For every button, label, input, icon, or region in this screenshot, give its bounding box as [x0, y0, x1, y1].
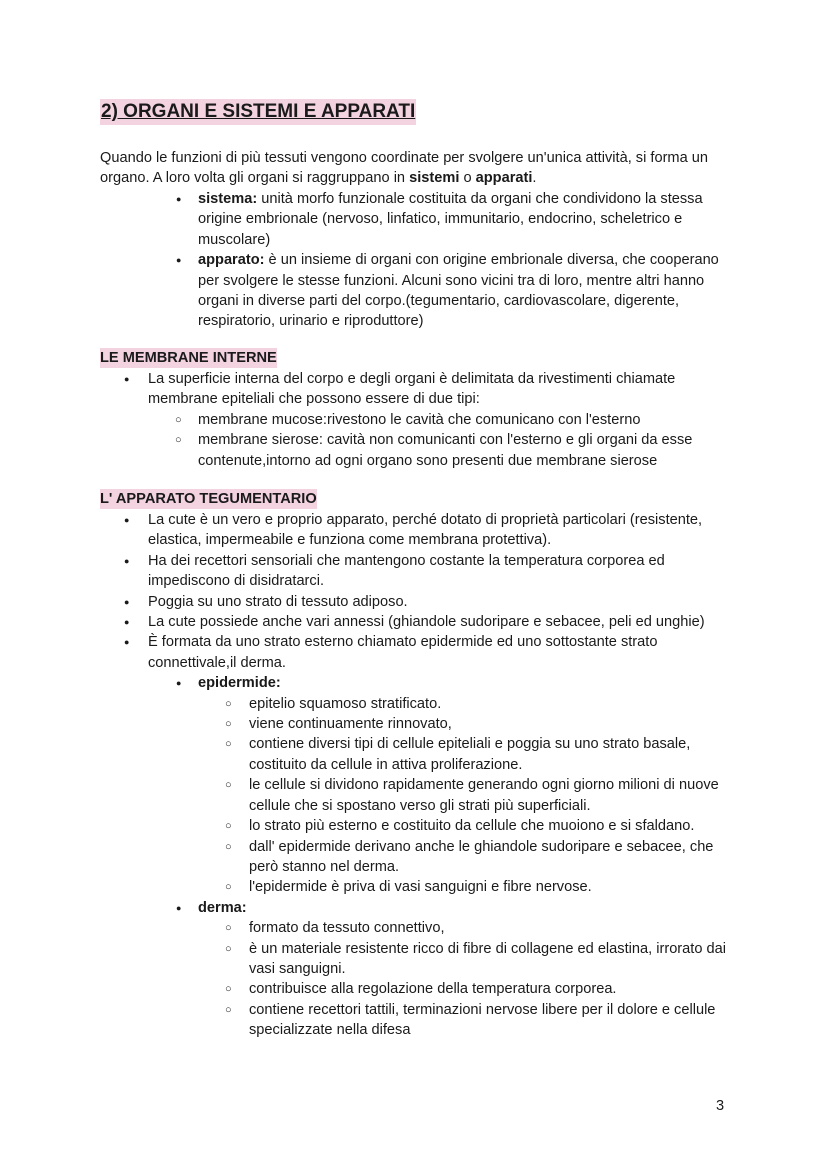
list-item: ● La cute possiede anche vari annessi (ghiandole sudoripare e sebacee, peli ed unghie) [100, 612, 740, 632]
tegumentario-list [100, 510, 740, 1041]
intro-bold-sistemi: sistemi [409, 170, 460, 187]
intro-end: . [532, 170, 537, 187]
list-item-apparato [100, 250, 740, 332]
definitions-list [100, 189, 740, 332]
intro-bold-apparati: apparati [475, 170, 533, 187]
def-sistema: unità morfo funzionale costituita da organi che condividono la stessa origine embrionale (nervoso, linfatico, immunitario, endocrino, scheletrico e muscolare) [198, 191, 703, 248]
list-item: ○ contiene diversi tipi di cellule epiteliali e poggia su uno strato basale, costituito da cellule in attiva proliferazione. [100, 734, 740, 775]
list-item: ○ l'epidermide è priva di vasi sanguigni e fibre nervose. [100, 877, 740, 897]
list-item: ○ dall' epidermide derivano anche le ghiandole sudoripare e sebacee, che però stanno nel derma. [100, 837, 740, 878]
list-item: ● È formata da uno strato esterno chiamato epidermide ed uno sottostante strato connettivale,il derma. [100, 632, 740, 673]
list-item: ○ epitelio squamoso stratificato. [100, 694, 740, 714]
list-item: ○ viene continuamente rinnovato, [100, 714, 740, 734]
list-item: ○ formato da tessuto connettivo, [100, 918, 740, 938]
term-apparato: apparato: [198, 252, 265, 269]
list-item: ○ lo strato più esterno e costituito da cellule che muoiono e si sfaldano. [100, 816, 740, 836]
list-item: ● La cute è un vero e proprio apparato, perché dotato di proprietà particolari (resistente, elastica, impermeabile e funziona come membrana protettiva). [100, 510, 740, 551]
page-title: 2) ORGANI E SISTEMI E APPARATI [100, 99, 416, 125]
list-item-epidermide [100, 673, 740, 693]
def-apparato: è un insieme di organi con origine embrionale diversa, che cooperano per svolgere le stesse funzioni. Alcuni sono vicini tra di loro, mentre altri hanno organi in diverse parti del corpo.(tegumentario, cardiovascolare, digerente, respiratorio, urinario e riproduttore) [198, 252, 719, 330]
intro-paragraph [100, 148, 740, 189]
list-item-mucose: ○ membrane mucose:rivestono le cavità che comunicano con l'esterno [100, 410, 740, 430]
list-item: ○ contribuisce alla regolazione della temperatura corporea. [100, 979, 740, 999]
section-heading-tegumentario: L' APPARATO TEGUMENTARIO [100, 491, 317, 507]
list-item: ● Ha dei recettori sensoriali che mantengono costante la temperatura corporea ed impediscono di disidratarci. [100, 551, 740, 592]
label-derma: derma: [198, 899, 247, 916]
list-item: ● La superficie interna del corpo e degli organi è delimitata da rivestimenti chiamate membrane epiteliali che possono essere di due tipi: [100, 369, 740, 410]
membrane-list [100, 369, 740, 471]
section-heading-membrane: LE MEMBRANE INTERNE [100, 350, 277, 366]
list-item: ○ contiene recettori tattili, terminazioni nervose libere per il dolore e cellule specializzate nella difesa [100, 1000, 740, 1041]
list-item-sierose: ○ membrane sierose: cavità non comunicanti con l'esterno e gli organi da esse contenute,intorno ad ogni organo sono presenti due membrane sierose [100, 430, 740, 471]
term-sistema: sistema: [198, 191, 258, 207]
intro-mid: o [459, 170, 476, 187]
list-item-derma [100, 898, 740, 918]
list-item: ○ le cellule si dividono rapidamente generando ogni giorno milioni di nuove cellule che si spostano verso gli strati più superficiali. [100, 775, 740, 816]
list-item: ● Poggia su uno strato di tessuto adiposo. [100, 592, 740, 612]
list-item-sistema [100, 189, 740, 250]
label-epidermide: epidermide: [198, 675, 281, 692]
intro-text: Quando le funzioni di più tessuti vengono coordinate per svolgere un'unica attività, si forma un organo. A loro volta gli organi si raggruppano in [100, 150, 708, 187]
page-number: 3 [716, 1098, 725, 1114]
list-item: ○ è un materiale resistente ricco di fibre di collagene ed elastina, irrorato dai vasi sanguigni. [100, 939, 740, 980]
